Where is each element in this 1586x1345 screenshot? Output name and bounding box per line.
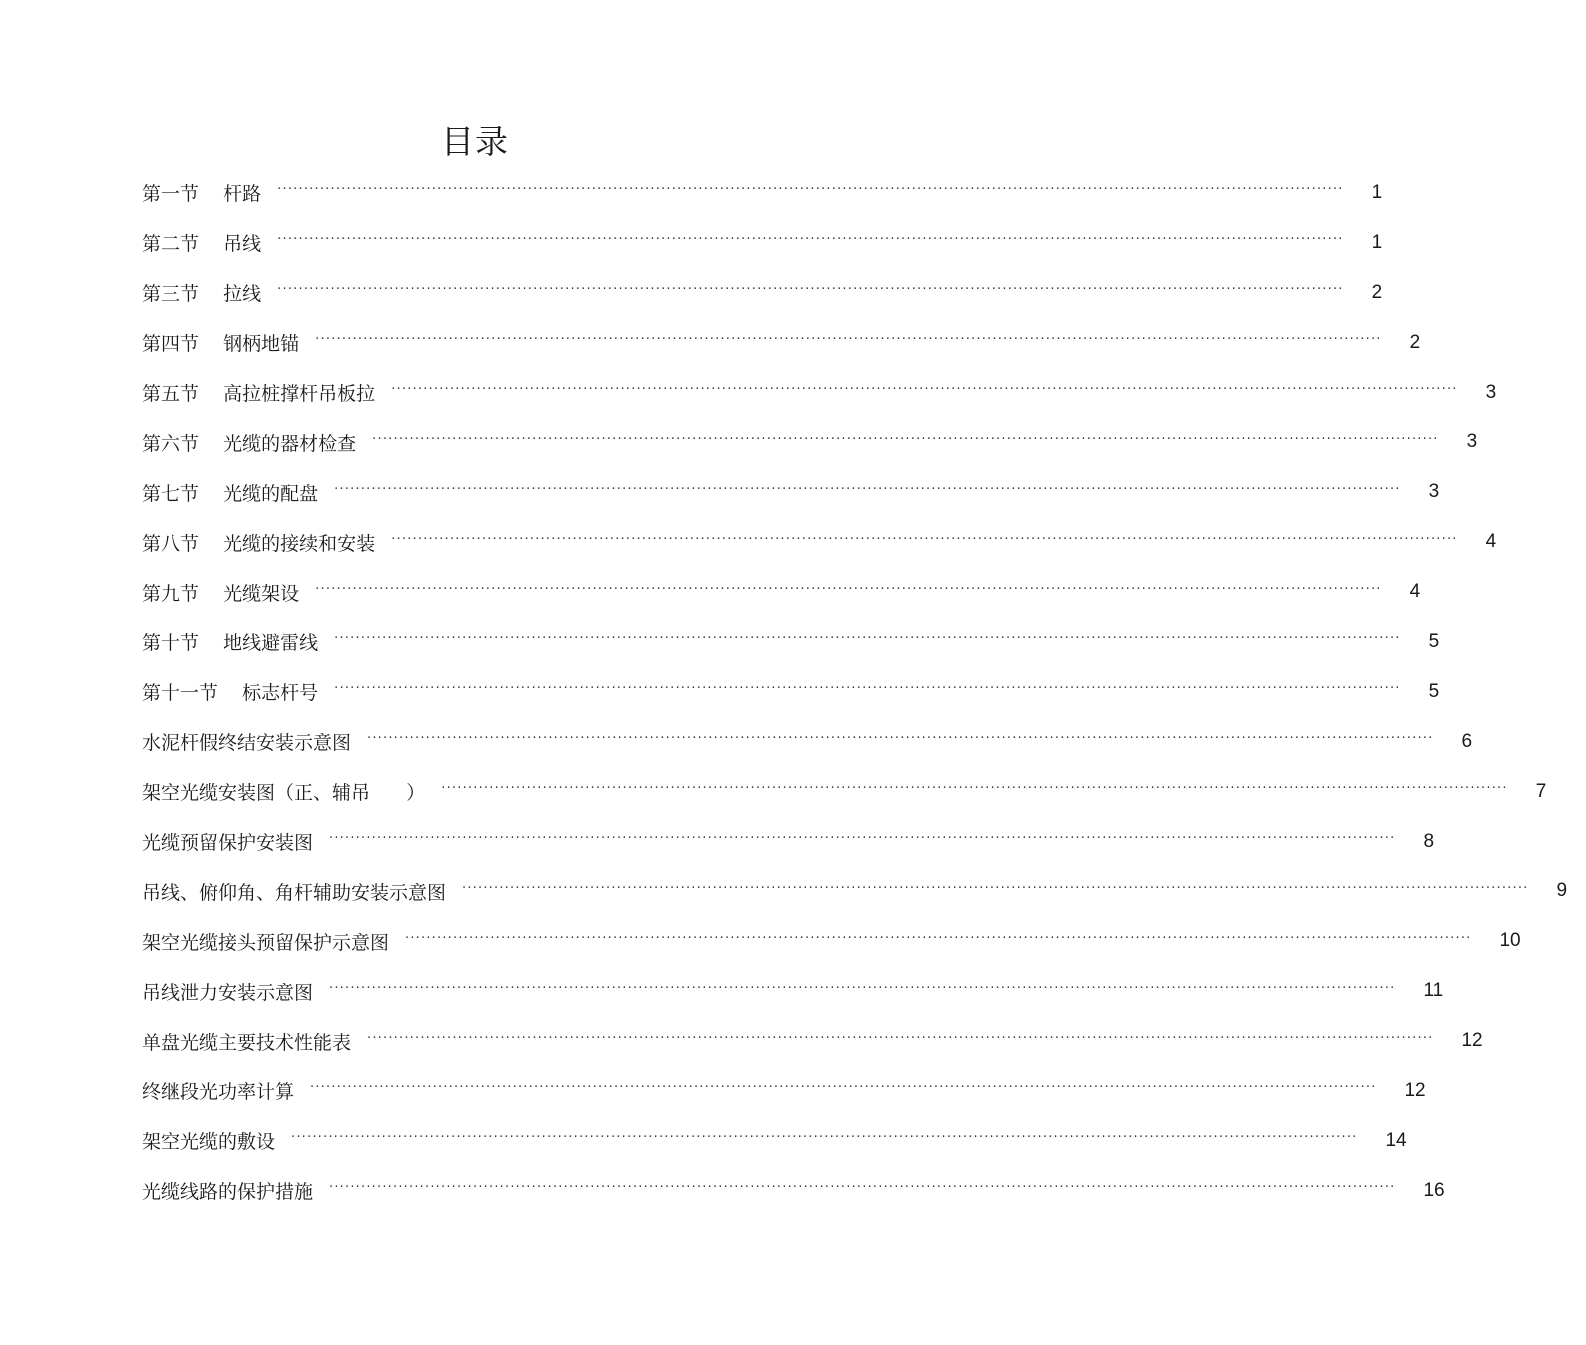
toc-entry[interactable] [142, 966, 1444, 1016]
toc-page-number: 11 [1423, 980, 1444, 1002]
toc-entry-label: 光缆线路的保护措施 [142, 1181, 314, 1204]
toc-page-number: 8 [1423, 830, 1435, 852]
toc-entry-label: 第二节 吊线 [142, 233, 262, 256]
toc-page-number: 4 [1409, 581, 1421, 603]
toc-page-number: 1 [1371, 231, 1383, 253]
toc-entry[interactable] [142, 368, 1497, 418]
toc-dot-leader: ········································································································································································································ [367, 731, 1434, 747]
toc-entry[interactable] [142, 168, 1383, 218]
toc-page-number: 3 [1466, 431, 1478, 453]
toc-entry[interactable] [142, 767, 1547, 817]
toc-dot-leader: ········································································································································································································ [277, 232, 1344, 248]
toc-entry-label: 第八节 光缆的接续和安装 [142, 532, 376, 555]
toc-page-number: 2 [1409, 331, 1421, 353]
toc-entry-label: 单盘光缆主要技术性能表 [142, 1031, 352, 1054]
toc-entry-label: 第七节 光缆的配盘 [142, 482, 319, 505]
toc-entry[interactable] [142, 817, 1435, 867]
toc-entry-label: 第一节 杆路 [142, 183, 262, 206]
toc-entry[interactable] [142, 467, 1440, 517]
toc-entry[interactable] [142, 667, 1440, 717]
toc-entry-label: 水泥杆假终结安装示意图 [142, 732, 352, 755]
toc-page-number: 3 [1485, 381, 1497, 403]
toc-page-number: 1 [1371, 181, 1383, 203]
toc-dot-leader: ········································································································································································································ [277, 182, 1344, 198]
toc-entry-label: 吊线泄力安装示意图 [142, 981, 314, 1004]
toc-dot-leader: ········································································································································································································ [334, 481, 1401, 497]
toc-entry[interactable] [142, 1016, 1483, 1066]
toc-page-number: 5 [1428, 630, 1440, 652]
toc-entry[interactable] [142, 1116, 1407, 1166]
toc-entry-label: 架空光缆安装图（正、辅吊 ） [142, 782, 426, 805]
toc-dot-leader: ········································································································································································································ [462, 880, 1529, 896]
toc-dot-leader: ········································································································································································································ [310, 1080, 1377, 1096]
toc-page-number: 10 [1499, 930, 1521, 952]
toc-entry[interactable] [142, 1066, 1426, 1116]
toc-entry-label: 第十节 地线避雷线 [142, 632, 319, 655]
toc-page-number: 16 [1423, 1179, 1445, 1201]
toc-page-number: 3 [1428, 481, 1440, 503]
toc-dot-leader: ········································································································································································································ [315, 581, 1382, 597]
toc-entry[interactable] [142, 617, 1440, 667]
toc-dot-leader: ········································································································································································································ [329, 831, 1396, 847]
toc-entry-label: 架空光缆接头预留保护示意图 [142, 931, 390, 954]
toc-entry[interactable] [142, 517, 1497, 567]
toc-entry[interactable] [142, 218, 1383, 268]
toc-entry-label: 第六节 光缆的器材检查 [142, 432, 357, 455]
toc-dot-leader: ········································································································································································································ [334, 631, 1401, 647]
toc-dot-leader: ········································································································································································································ [329, 980, 1396, 996]
toc-entry-label: 第九节 光缆架设 [142, 582, 300, 605]
toc-entry-label: 吊线、俯仰角、角杆辅助安装示意图 [142, 881, 447, 904]
toc-entry[interactable] [142, 1166, 1445, 1216]
toc-entry[interactable] [142, 866, 1568, 916]
toc-entry[interactable] [142, 916, 1521, 966]
toc-entry-label: 第五节 高拉桩撑杆吊板拉 [142, 383, 376, 405]
toc-dot-leader: ········································································································································································································ [391, 382, 1458, 397]
toc-entry[interactable] [142, 717, 1473, 767]
toc-page-number: 12 [1404, 1079, 1426, 1101]
toc-page-number: 6 [1461, 730, 1473, 752]
toc-page-number: 4 [1485, 531, 1497, 553]
toc-page-number: 7 [1535, 780, 1547, 802]
toc-entry-label: 终继段光功率计算 [142, 1081, 295, 1104]
toc-page-number: 12 [1461, 1030, 1483, 1052]
toc-dot-leader: ········································································································································································································ [372, 431, 1439, 447]
toc-dot-leader: ········································································································································································································ [334, 681, 1401, 697]
toc-entry[interactable] [142, 417, 1478, 467]
page-title: 目录 [441, 122, 509, 161]
toc-entry-label: 第三节 拉线 [142, 283, 262, 306]
toc-dot-leader: ········································································································································································································ [405, 930, 1472, 946]
toc-entry[interactable] [142, 318, 1421, 368]
toc-entry[interactable] [142, 567, 1421, 617]
toc-page-number: 2 [1371, 281, 1383, 303]
toc-dot-leader: ········································································································································································································ [329, 1180, 1396, 1196]
toc-entry-label: 第十一节 标志杆号 [142, 682, 319, 705]
toc-dot-leader: ········································································································································································································ [315, 332, 1382, 348]
toc-entry[interactable] [142, 268, 1383, 318]
toc-page-number: 9 [1556, 880, 1568, 902]
toc-dot-leader: ········································································································································································································ [367, 1030, 1434, 1046]
toc-dot-leader: ········································································································································································································ [277, 282, 1344, 298]
toc-page-number: 14 [1385, 1129, 1407, 1151]
table-of-contents [142, 168, 1568, 1216]
toc-dot-leader: ········································································································································································································ [391, 531, 1458, 547]
toc-dot-leader: ········································································································································································································ [441, 781, 1508, 797]
toc-dot-leader: ········································································································································································································ [291, 1130, 1358, 1146]
toc-page-number: 5 [1428, 680, 1440, 702]
toc-entry-label: 架空光缆的敷设 [142, 1131, 276, 1154]
toc-entry-label: 第四节 钢柄地锚 [142, 333, 300, 356]
toc-entry-label: 光缆预留保护安装图 [142, 832, 314, 855]
